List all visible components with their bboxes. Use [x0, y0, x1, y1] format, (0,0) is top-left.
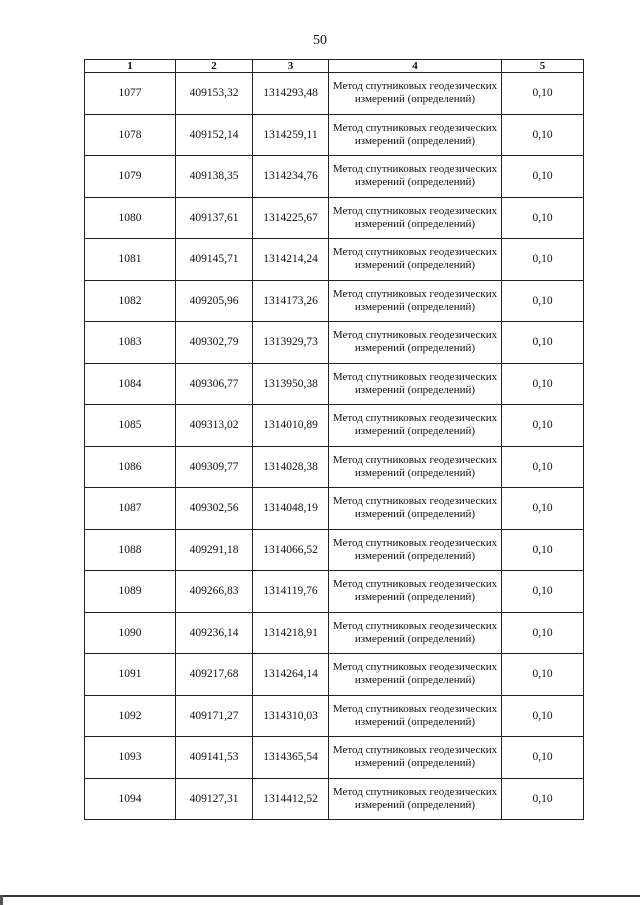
coordinate-x: 409266,83	[176, 571, 253, 613]
point-number: 1077	[85, 73, 176, 115]
coordinate-y: 1314214,24	[253, 239, 329, 281]
header-col-4: 4	[329, 60, 502, 73]
method-description: Метод спутниковых геодезических измерений (определений)	[329, 446, 502, 488]
table-header	[85, 60, 584, 73]
coordinate-x: 409127,31	[176, 778, 253, 820]
coordinate-y: 1313950,38	[253, 363, 329, 405]
header-col-5: 5	[502, 60, 584, 73]
method-description: Метод спутниковых геодезических измерений (определений)	[329, 156, 502, 198]
coordinate-y: 1314259,11	[253, 114, 329, 156]
coordinate-y: 1314010,89	[253, 405, 329, 447]
coordinate-x: 409145,71	[176, 239, 253, 281]
coordinate-x: 409306,77	[176, 363, 253, 405]
coordinate-y: 1314119,76	[253, 571, 329, 613]
table-row	[85, 156, 584, 198]
table-row	[85, 488, 584, 530]
method-description: Метод спутниковых геодезических измерений (определений)	[329, 654, 502, 696]
method-description: Метод спутниковых геодезических измерений (определений)	[329, 571, 502, 613]
point-number: 1092	[85, 695, 176, 737]
point-number: 1081	[85, 239, 176, 281]
coordinate-y: 1314225,67	[253, 197, 329, 239]
accuracy-value: 0,10	[502, 695, 584, 737]
coordinate-y: 1314173,26	[253, 280, 329, 322]
coordinate-x: 409153,32	[176, 73, 253, 115]
coordinates-table	[84, 59, 584, 820]
table-row	[85, 280, 584, 322]
table-row	[85, 322, 584, 364]
accuracy-value: 0,10	[502, 405, 584, 447]
table-row	[85, 363, 584, 405]
table-body	[85, 73, 584, 820]
table-row	[85, 239, 584, 281]
table-row	[85, 446, 584, 488]
table-row	[85, 654, 584, 696]
coordinate-x: 409138,35	[176, 156, 253, 198]
method-description: Метод спутниковых геодезических измерений (определений)	[329, 363, 502, 405]
method-description: Метод спутниковых геодезических измерений (определений)	[329, 280, 502, 322]
accuracy-value: 0,10	[502, 488, 584, 530]
coordinate-x: 409205,96	[176, 280, 253, 322]
scan-left-edge	[0, 895, 3, 905]
point-number: 1086	[85, 446, 176, 488]
table-row	[85, 778, 584, 820]
coordinate-x: 409141,53	[176, 737, 253, 779]
header-col-3: 3	[253, 60, 329, 73]
coordinate-y: 1314048,19	[253, 488, 329, 530]
point-number: 1088	[85, 529, 176, 571]
point-number: 1087	[85, 488, 176, 530]
point-number: 1089	[85, 571, 176, 613]
coordinate-y: 1314293,48	[253, 73, 329, 115]
accuracy-value: 0,10	[502, 737, 584, 779]
table-row	[85, 695, 584, 737]
point-number: 1085	[85, 405, 176, 447]
accuracy-value: 0,10	[502, 197, 584, 239]
header-col-1: 1	[85, 60, 176, 73]
point-number: 1094	[85, 778, 176, 820]
coordinate-y: 1314412,52	[253, 778, 329, 820]
table-row	[85, 529, 584, 571]
accuracy-value: 0,10	[502, 156, 584, 198]
method-description: Метод спутниковых геодезических измерений (определений)	[329, 114, 502, 156]
accuracy-value: 0,10	[502, 239, 584, 281]
page-number: 50	[313, 33, 327, 48]
coordinate-x: 409291,18	[176, 529, 253, 571]
method-description: Метод спутниковых геодезических измерений (определений)	[329, 612, 502, 654]
coordinate-x: 409313,02	[176, 405, 253, 447]
method-description: Метод спутниковых геодезических измерений (определений)	[329, 405, 502, 447]
coordinate-x: 409171,27	[176, 695, 253, 737]
point-number: 1093	[85, 737, 176, 779]
scan-bottom-edge	[0, 895, 640, 897]
accuracy-value: 0,10	[502, 529, 584, 571]
coordinate-y: 1314028,38	[253, 446, 329, 488]
coordinate-y: 1314218,91	[253, 612, 329, 654]
accuracy-value: 0,10	[502, 571, 584, 613]
method-description: Метод спутниковых геодезических измерений (определений)	[329, 488, 502, 530]
method-description: Метод спутниковых геодезических измерений (определений)	[329, 778, 502, 820]
accuracy-value: 0,10	[502, 363, 584, 405]
coordinate-y: 1314365,54	[253, 737, 329, 779]
coordinate-x: 409152,14	[176, 114, 253, 156]
coordinate-x: 409302,56	[176, 488, 253, 530]
header-row	[85, 60, 584, 73]
point-number: 1090	[85, 612, 176, 654]
coordinate-y: 1314234,76	[253, 156, 329, 198]
table-row	[85, 737, 584, 779]
coordinate-y: 1314066,52	[253, 529, 329, 571]
accuracy-value: 0,10	[502, 280, 584, 322]
accuracy-value: 0,10	[502, 73, 584, 115]
method-description: Метод спутниковых геодезических измерений (определений)	[329, 73, 502, 115]
point-number: 1080	[85, 197, 176, 239]
table-row	[85, 73, 584, 115]
coordinate-y: 1314264,14	[253, 654, 329, 696]
header-col-2: 2	[176, 60, 253, 73]
table-row	[85, 197, 584, 239]
point-number: 1084	[85, 363, 176, 405]
coordinate-x: 409137,61	[176, 197, 253, 239]
point-number: 1078	[85, 114, 176, 156]
point-number: 1091	[85, 654, 176, 696]
accuracy-value: 0,10	[502, 446, 584, 488]
method-description: Метод спутниковых геодезических измерений (определений)	[329, 239, 502, 281]
accuracy-value: 0,10	[502, 654, 584, 696]
point-number: 1082	[85, 280, 176, 322]
coordinate-y: 1314310,03	[253, 695, 329, 737]
coordinate-x: 409302,79	[176, 322, 253, 364]
coordinate-x: 409236,14	[176, 612, 253, 654]
accuracy-value: 0,10	[502, 322, 584, 364]
coordinate-y: 1313929,73	[253, 322, 329, 364]
table-row	[85, 405, 584, 447]
point-number: 1083	[85, 322, 176, 364]
method-description: Метод спутниковых геодезических измерений (определений)	[329, 737, 502, 779]
method-description: Метод спутниковых геодезических измерений (определений)	[329, 529, 502, 571]
table-row	[85, 612, 584, 654]
coordinate-x: 409309,77	[176, 446, 253, 488]
method-description: Метод спутниковых геодезических измерений (определений)	[329, 695, 502, 737]
accuracy-value: 0,10	[502, 778, 584, 820]
accuracy-value: 0,10	[502, 612, 584, 654]
accuracy-value: 0,10	[502, 114, 584, 156]
method-description: Метод спутниковых геодезических измерений (определений)	[329, 197, 502, 239]
point-number: 1079	[85, 156, 176, 198]
method-description: Метод спутниковых геодезических измерений (определений)	[329, 322, 502, 364]
table-row	[85, 114, 584, 156]
table-row	[85, 571, 584, 613]
coordinate-x: 409217,68	[176, 654, 253, 696]
